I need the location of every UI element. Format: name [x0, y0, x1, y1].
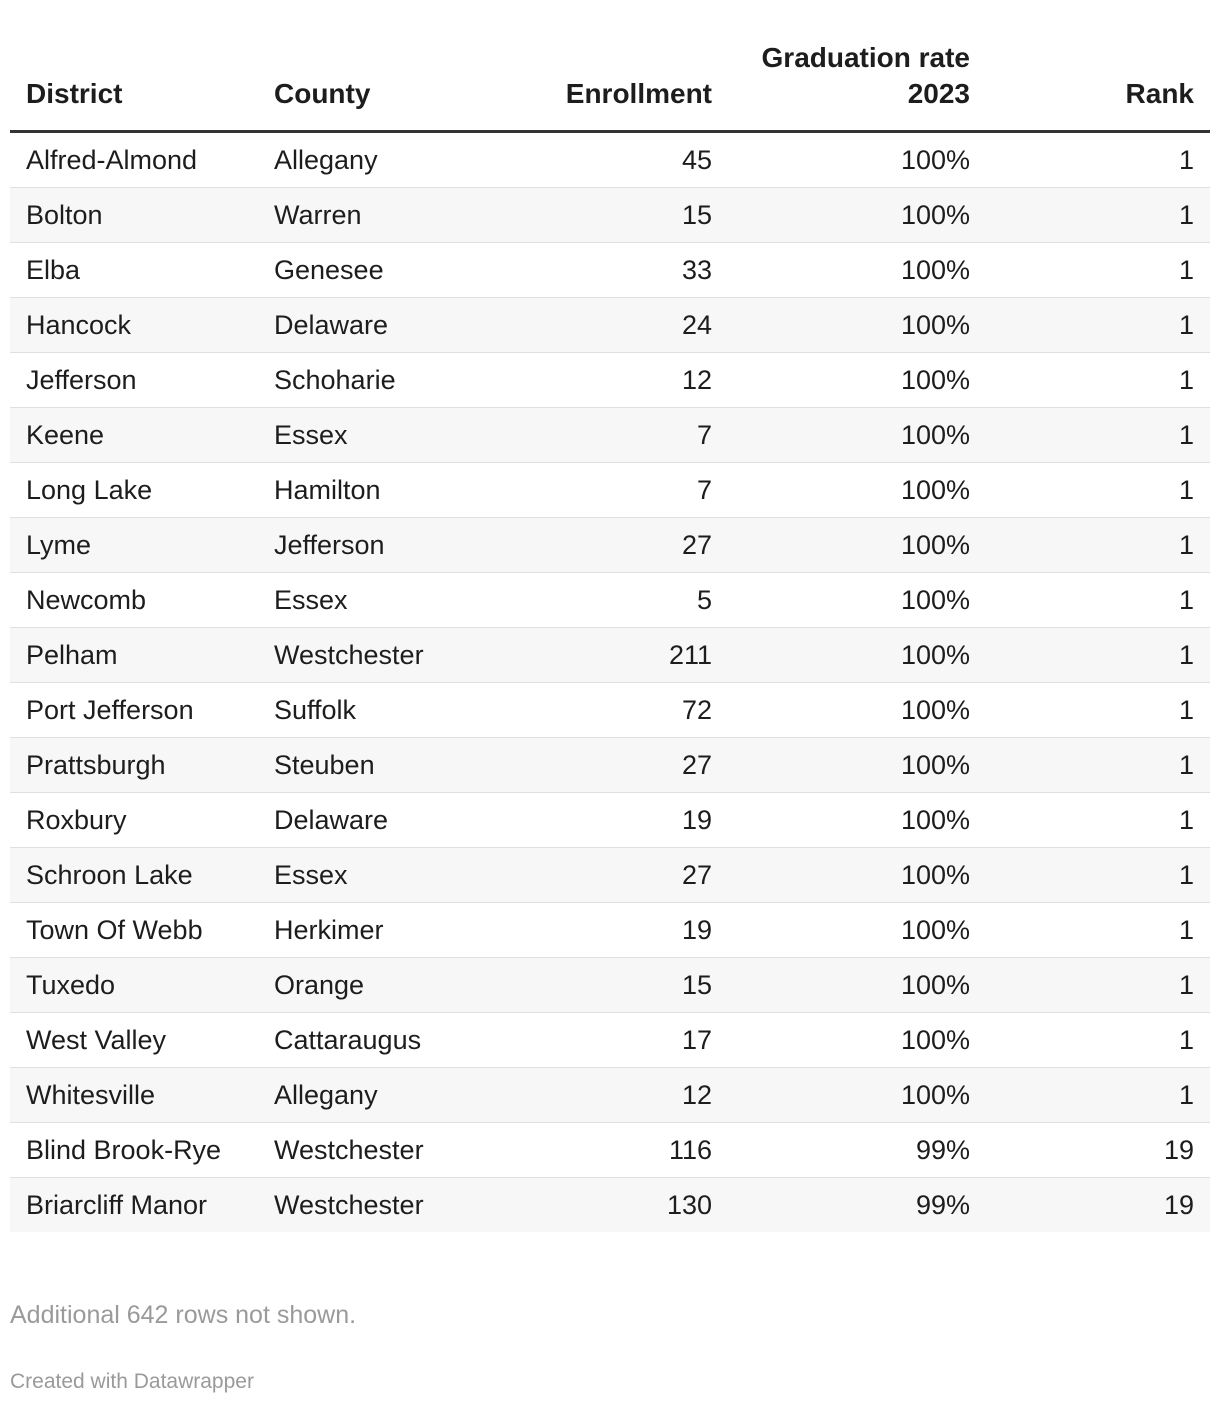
rank-cell: 1: [986, 573, 1210, 628]
data-table: [10, 40, 1210, 1232]
district-cell: Port Jefferson: [10, 683, 258, 738]
graduation-rate-cell: 100%: [728, 1068, 986, 1123]
county-cell: Delaware: [258, 793, 470, 848]
table-row: [10, 298, 1210, 353]
table-row: [10, 408, 1210, 463]
enrollment-cell: 15: [470, 958, 728, 1013]
rank-cell: 19: [986, 1178, 1210, 1233]
county-cell: Hamilton: [258, 463, 470, 518]
district-cell: Lyme: [10, 518, 258, 573]
table-row: [10, 573, 1210, 628]
district-cell: Keene: [10, 408, 258, 463]
enrollment-cell: 15: [470, 188, 728, 243]
enrollment-cell: 19: [470, 903, 728, 958]
table-row: [10, 243, 1210, 298]
graduation-rate-cell: 100%: [728, 463, 986, 518]
county-cell: Westchester: [258, 628, 470, 683]
graduation-rate-cell: 100%: [728, 298, 986, 353]
rank-cell: 1: [986, 298, 1210, 353]
table-row: [10, 958, 1210, 1013]
rank-cell: 1: [986, 683, 1210, 738]
enrollment-cell: 5: [470, 573, 728, 628]
rank-cell: 1: [986, 518, 1210, 573]
graduation-rate-cell: 99%: [728, 1178, 986, 1233]
enrollment-cell: 130: [470, 1178, 728, 1233]
district-cell: Whitesville: [10, 1068, 258, 1123]
table-row: [10, 188, 1210, 243]
table-body: [10, 132, 1210, 1233]
district-cell: West Valley: [10, 1013, 258, 1068]
rank-cell: 1: [986, 408, 1210, 463]
district-cell: Pelham: [10, 628, 258, 683]
table-row: [10, 738, 1210, 793]
district-cell: Schroon Lake: [10, 848, 258, 903]
rank-cell: 1: [986, 738, 1210, 793]
rank-cell: 1: [986, 903, 1210, 958]
table-row: [10, 1013, 1210, 1068]
district-cell: Roxbury: [10, 793, 258, 848]
graduation-rate-cell: 100%: [728, 408, 986, 463]
county-cell: Cattaraugus: [258, 1013, 470, 1068]
county-cell: Allegany: [258, 132, 470, 188]
rank-cell: 1: [986, 463, 1210, 518]
district-cell: Town Of Webb: [10, 903, 258, 958]
district-cell: Newcomb: [10, 573, 258, 628]
table-container: [10, 40, 1210, 1232]
column-header-rank[interactable]: Rank: [986, 40, 1210, 132]
header-row: [10, 40, 1210, 132]
enrollment-cell: 45: [470, 132, 728, 188]
table-row: [10, 903, 1210, 958]
enrollment-cell: 24: [470, 298, 728, 353]
county-cell: Jefferson: [258, 518, 470, 573]
rank-cell: 1: [986, 243, 1210, 298]
table-row: [10, 463, 1210, 518]
county-cell: Genesee: [258, 243, 470, 298]
rank-cell: 1: [986, 958, 1210, 1013]
county-cell: Warren: [258, 188, 470, 243]
enrollment-cell: 211: [470, 628, 728, 683]
graduation-rate-cell: 100%: [728, 188, 986, 243]
graduation-rate-cell: 100%: [728, 683, 986, 738]
county-cell: Schoharie: [258, 353, 470, 408]
enrollment-cell: 33: [470, 243, 728, 298]
graduation-rate-cell: 100%: [728, 958, 986, 1013]
enrollment-cell: 27: [470, 848, 728, 903]
table-row: [10, 848, 1210, 903]
county-cell: Steuben: [258, 738, 470, 793]
district-cell: Briarcliff Manor: [10, 1178, 258, 1233]
enrollment-cell: 7: [470, 408, 728, 463]
district-cell: Hancock: [10, 298, 258, 353]
county-cell: Essex: [258, 573, 470, 628]
table-row: [10, 793, 1210, 848]
county-cell: Suffolk: [258, 683, 470, 738]
district-cell: Elba: [10, 243, 258, 298]
county-cell: Allegany: [258, 1068, 470, 1123]
district-cell: Jefferson: [10, 353, 258, 408]
rank-cell: 1: [986, 353, 1210, 408]
county-cell: Essex: [258, 408, 470, 463]
rank-cell: 1: [986, 1068, 1210, 1123]
enrollment-cell: 19: [470, 793, 728, 848]
district-cell: Long Lake: [10, 463, 258, 518]
enrollment-cell: 12: [470, 353, 728, 408]
graduation-rate-cell: 100%: [728, 353, 986, 408]
table-row: [10, 353, 1210, 408]
county-cell: Delaware: [258, 298, 470, 353]
district-cell: Bolton: [10, 188, 258, 243]
graduation-rate-cell: 100%: [728, 132, 986, 188]
rank-cell: 1: [986, 188, 1210, 243]
county-cell: Essex: [258, 848, 470, 903]
graduation-rate-cell: 100%: [728, 243, 986, 298]
graduation-rate-cell: 100%: [728, 1013, 986, 1068]
column-header-enrollment[interactable]: Enrollment: [470, 40, 728, 132]
graduation-rate-cell: 100%: [728, 793, 986, 848]
table-row: [10, 683, 1210, 738]
rank-cell: 1: [986, 132, 1210, 188]
district-cell: Tuxedo: [10, 958, 258, 1013]
county-cell: Herkimer: [258, 903, 470, 958]
county-cell: Westchester: [258, 1178, 470, 1233]
rank-cell: 1: [986, 628, 1210, 683]
rank-cell: 1: [986, 793, 1210, 848]
graduation-rate-cell: 99%: [728, 1123, 986, 1178]
table-row: [10, 628, 1210, 683]
enrollment-cell: 12: [470, 1068, 728, 1123]
datawrapper-credit: Created with Datawrapper: [10, 1370, 254, 1393]
enrollment-cell: 116: [470, 1123, 728, 1178]
enrollment-cell: 72: [470, 683, 728, 738]
graduation-rate-cell: 100%: [728, 573, 986, 628]
column-header-county[interactable]: County: [258, 40, 470, 132]
table-row: [10, 1123, 1210, 1178]
graduation-rate-cell: 100%: [728, 738, 986, 793]
rank-cell: 1: [986, 848, 1210, 903]
table-row: [10, 1178, 1210, 1233]
column-header-graduation-rate[interactable]: Graduation rate 2023: [728, 40, 986, 132]
column-header-district[interactable]: District: [10, 40, 258, 132]
county-cell: Orange: [258, 958, 470, 1013]
enrollment-cell: 27: [470, 518, 728, 573]
rank-cell: 1: [986, 1013, 1210, 1068]
graduation-rate-cell: 100%: [728, 903, 986, 958]
table-row: [10, 132, 1210, 188]
table-row: [10, 518, 1210, 573]
county-cell: Westchester: [258, 1123, 470, 1178]
enrollment-cell: 7: [470, 463, 728, 518]
rank-cell: 19: [986, 1123, 1210, 1178]
district-cell: Blind Brook-Rye: [10, 1123, 258, 1178]
district-cell: Prattsburgh: [10, 738, 258, 793]
enrollment-cell: 27: [470, 738, 728, 793]
district-cell: Alfred-Almond: [10, 132, 258, 188]
graduation-rate-cell: 100%: [728, 628, 986, 683]
table-notes: Additional 642 rows not shown.: [10, 1301, 357, 1329]
enrollment-cell: 17: [470, 1013, 728, 1068]
table-row: [10, 1068, 1210, 1123]
graduation-rate-cell: 100%: [728, 848, 986, 903]
graduation-rate-cell: 100%: [728, 518, 986, 573]
